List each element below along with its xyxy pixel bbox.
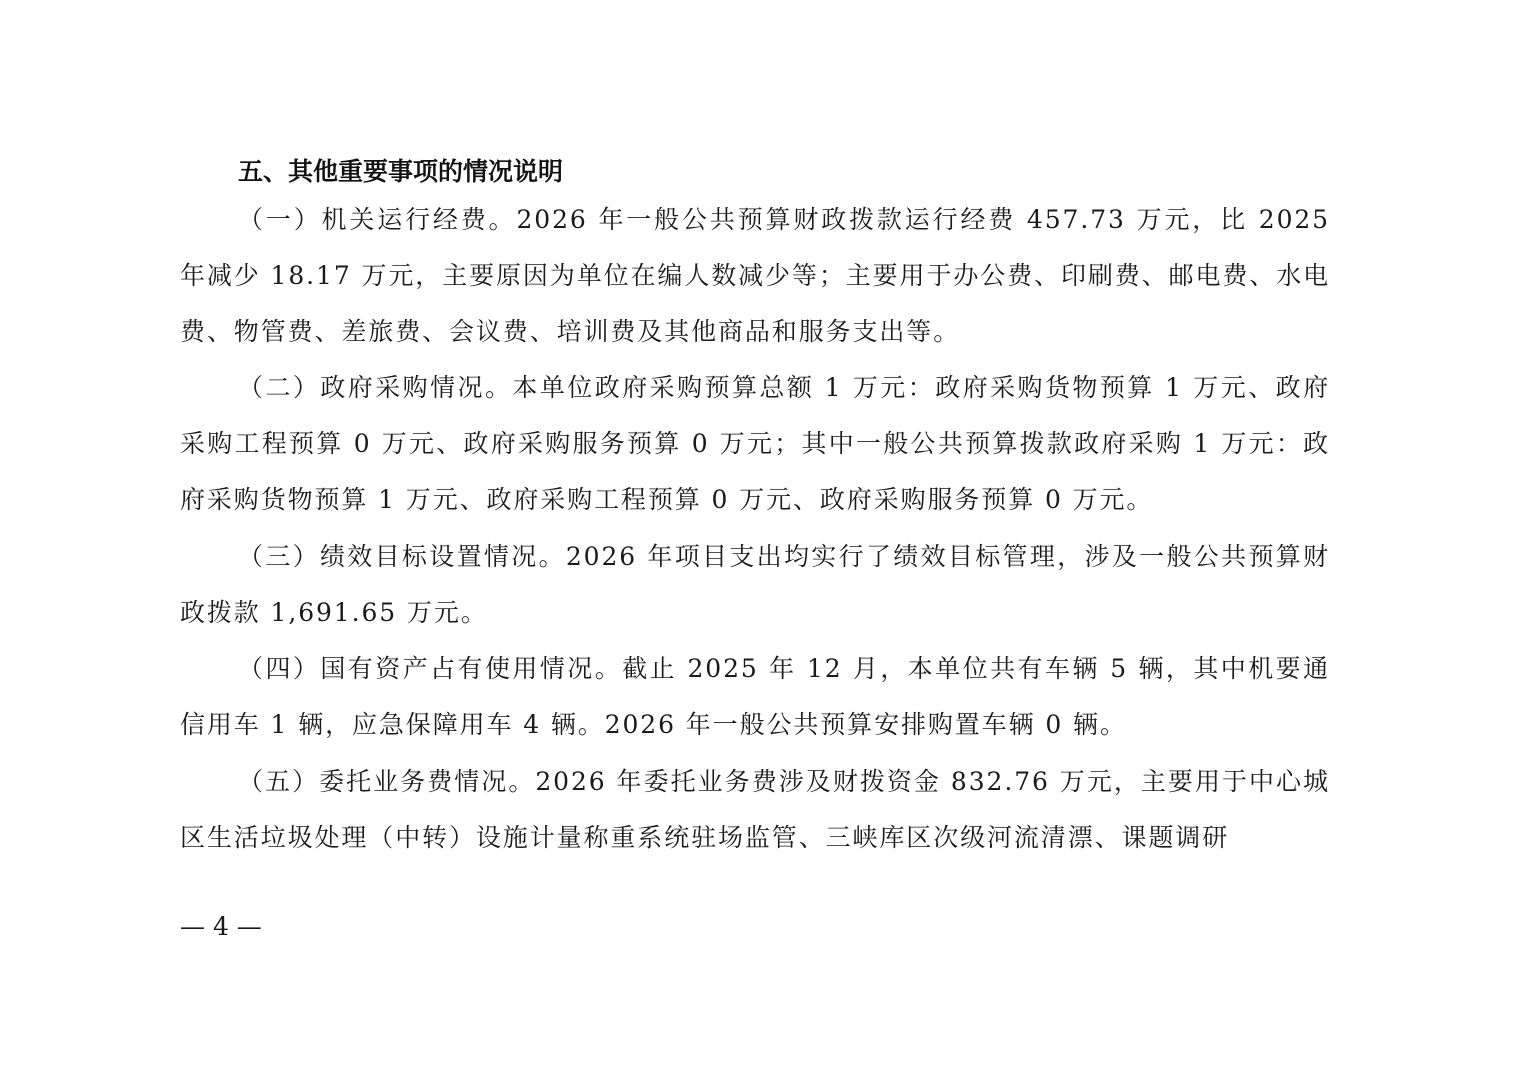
paragraph-performance-targets <box>180 529 1330 641</box>
paragraph-lead: （四）国有资产占有使用情况。 <box>238 654 623 683</box>
paragraph-body: 2026 年一般公共预算财政拨款运行经费 457.73 万元，比 2025 年减少 18.17 万元，主要原因为单位在编人数减少等；主要用于办公费、印刷费、邮电费、水电费、物管费、差旅费、会议费、培训费及其他商品和服务支出等。 <box>180 205 1330 346</box>
paragraph-body: 2026 年项目支出均实行了绩效目标管理，涉及一般公共预算财政拨款 1,691.65 万元。 <box>180 542 1330 627</box>
page-number: — 4 — <box>180 912 262 941</box>
paragraph-body: 截止 2025 年 12 月，本单位共有车辆 5 辆，其中机要通信用车 1 辆，应急保障用车 4 辆。2026 年一般公共预算安排购置车辆 0 辆。 <box>180 654 1330 739</box>
paragraph-lead: （二）政府采购情况。 <box>238 373 513 402</box>
paragraph-operating-funds <box>180 192 1330 360</box>
paragraph-state-assets <box>180 641 1330 753</box>
paragraph-body: 2026 年委托业务费涉及财拨资金 832.76 万元，主要用于中心城区生活垃圾处理（中转）设施计量称重系统驻场监管、三峡库区次级河流清漂、课题调研 <box>180 767 1330 852</box>
paragraph-lead: （五）委托业务费情况。 <box>238 767 536 796</box>
paragraph-procurement <box>180 360 1330 528</box>
paragraph-body: 本单位政府采购预算总额 1 万元：政府采购货物预算 1 万元、政府采购工程预算 0 万元、政府采购服务预算 0 万元；其中一般公共预算拨款政府采购 1 万元：政府采购货物预算 1 万元、政府采购工程预算 0 万元、政府采购服务预算 0 万元。 <box>180 373 1330 514</box>
paragraph-commissioned-services <box>180 754 1330 866</box>
paragraph-lead: （三）绩效目标设置情况。 <box>238 542 566 571</box>
section-heading: 五、其他重要事项的情况说明 <box>238 157 564 186</box>
paragraph-lead: （一）机关运行经费。 <box>238 205 517 234</box>
